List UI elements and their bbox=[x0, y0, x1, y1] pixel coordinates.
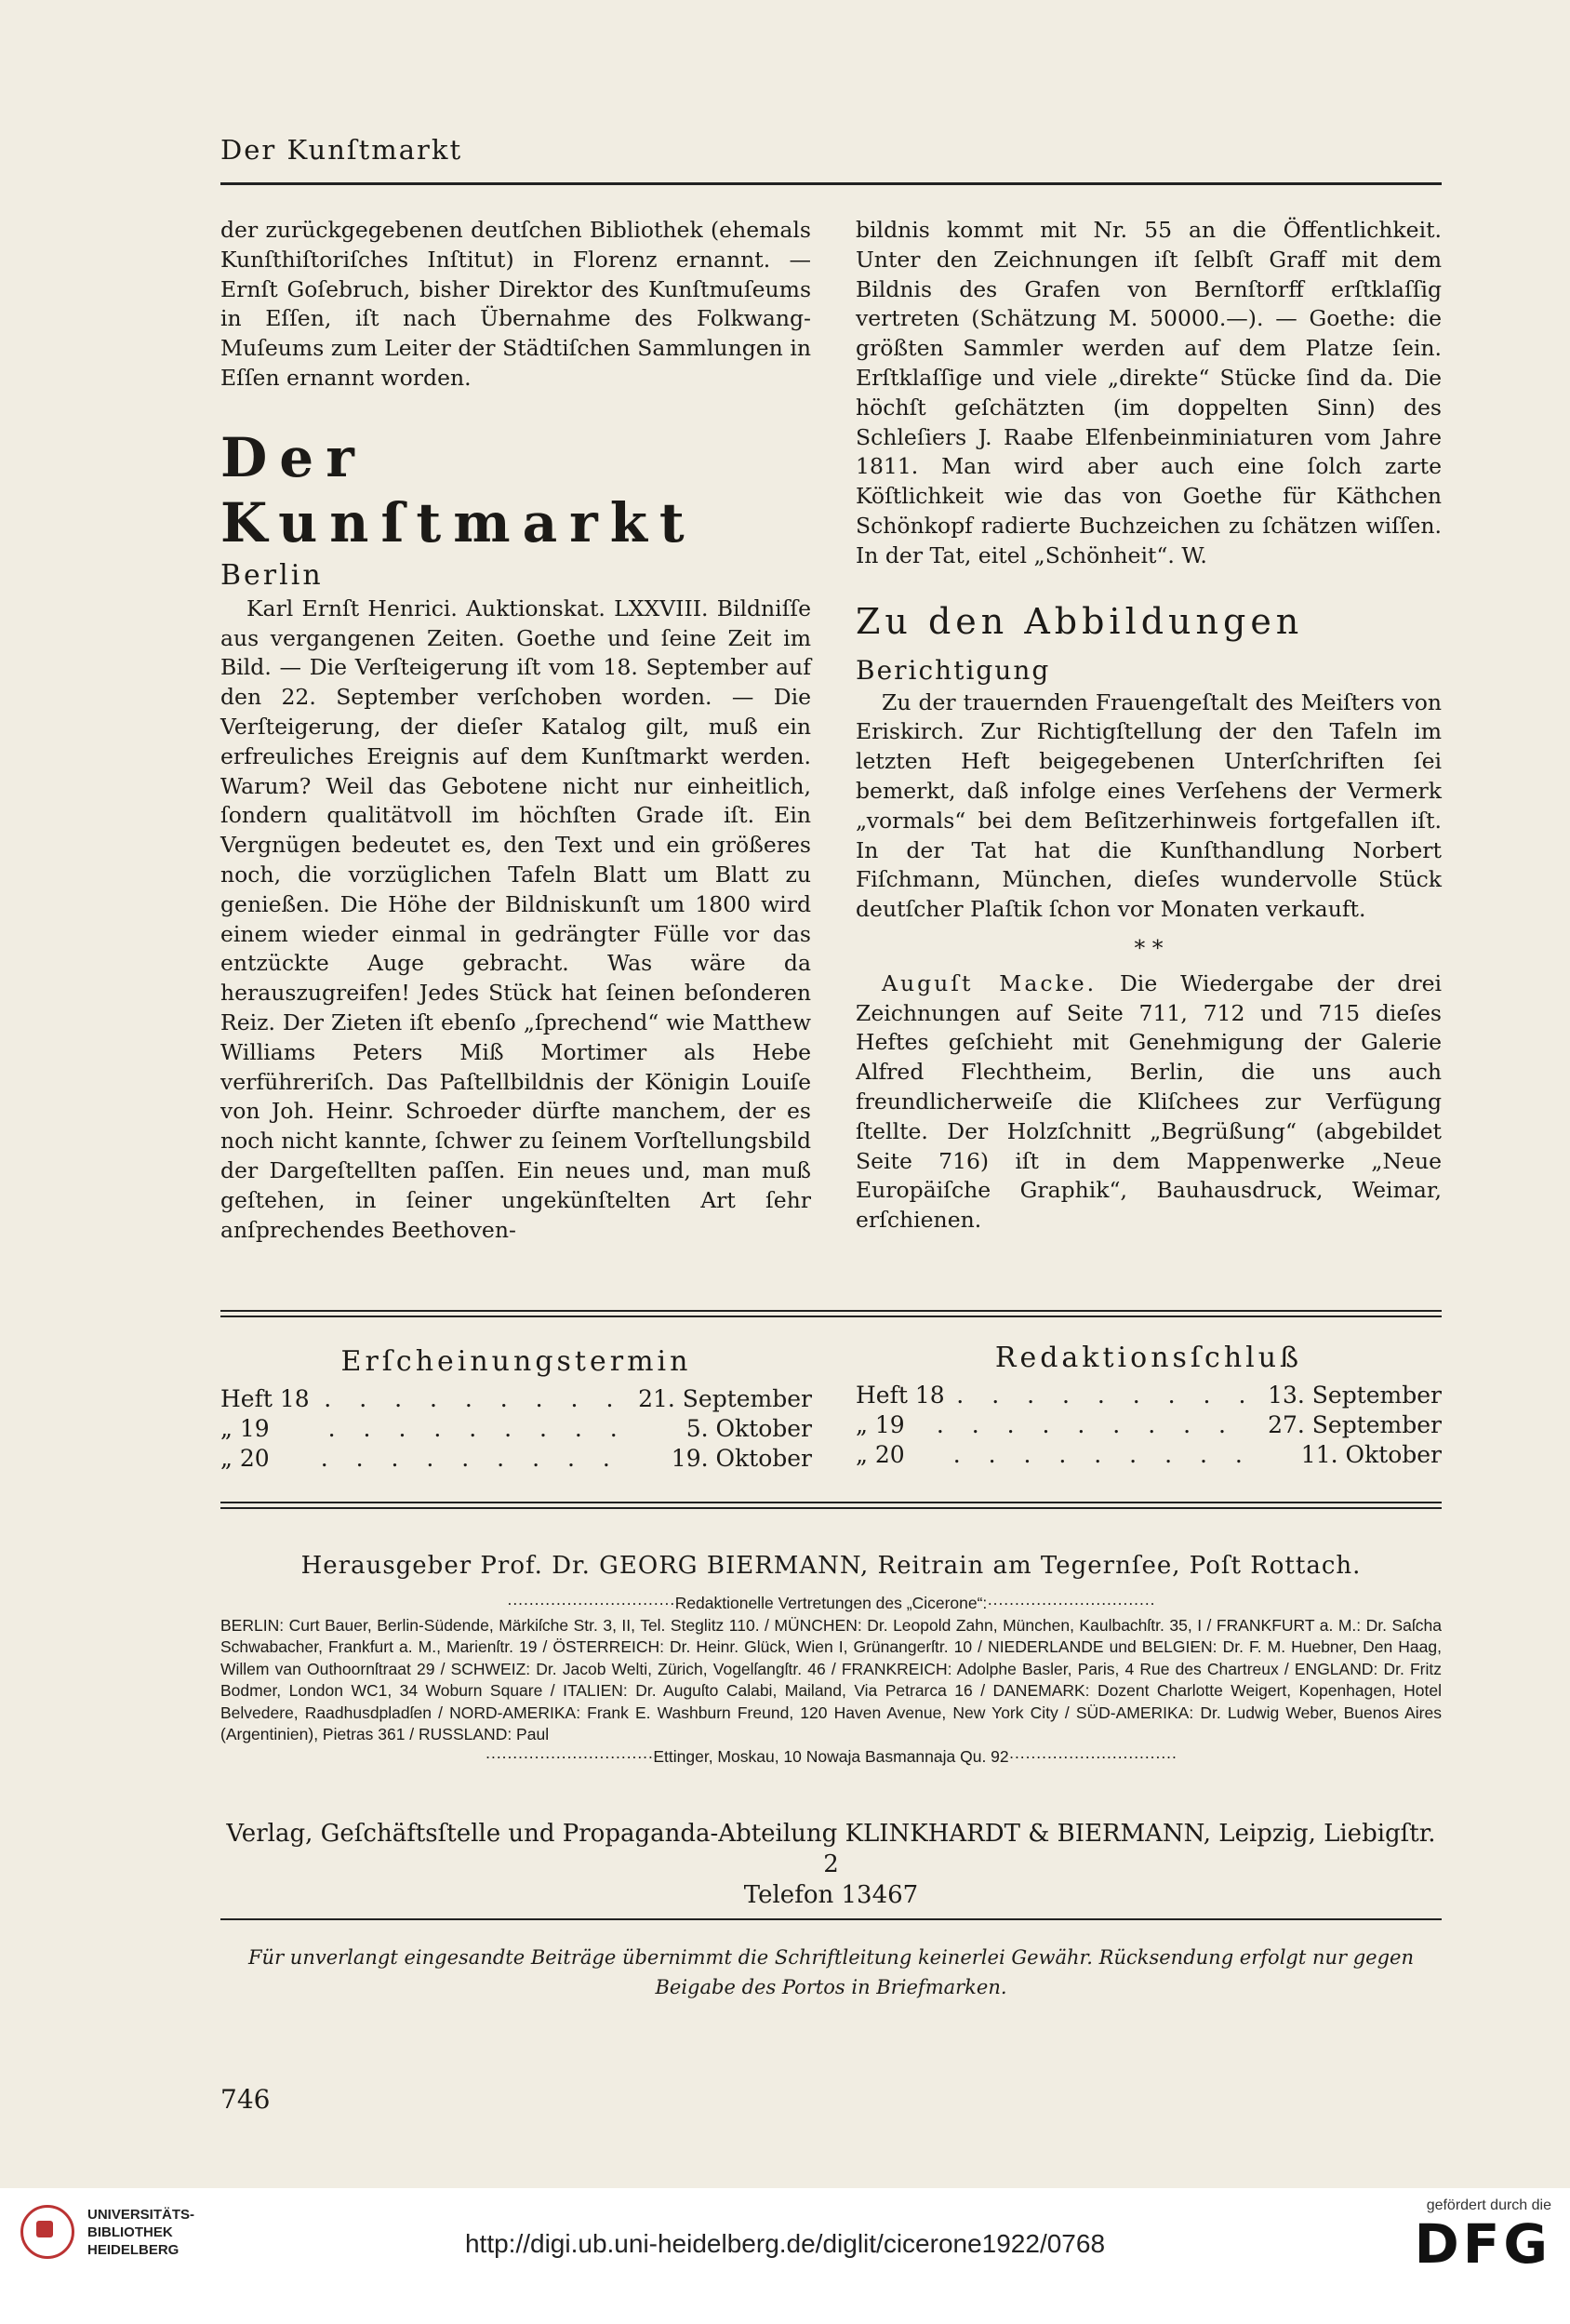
reps-last: Ettinger, Moskau, 10 Nowaja Basmannaja Qu. 92 bbox=[653, 1746, 1009, 1766]
macke-text: Die Wiedergabe der drei Zeichnungen auf Seite 711, 712 und 715 dieſes Heftes geſchieht mit Genehmigung der Galerie Alfred Flechtheim, Berlin, die uns auch freundlicherweiſe die Kliſchees zur Verfügung ſtellte. Der Holzſchnitt „Begrüßung“ (abgebildet Seite 716) iſt in dem Mappenwerke „Neue Europäiſche Graphik“, Bauhausdruck, Weimar, erſchienen. bbox=[856, 969, 1442, 1234]
reps-heading: Redaktionelle Vertretungen des „Cicerone“: bbox=[674, 1594, 988, 1612]
leader-dots: . . . . . . . . . bbox=[952, 1441, 1253, 1468]
editorial-representatives bbox=[220, 1593, 1442, 1768]
heft-label: „ 20 bbox=[220, 1445, 270, 1472]
heft-label: „ 19 bbox=[856, 1411, 905, 1438]
header-rule bbox=[220, 182, 1442, 185]
library-name: UNIVERSITÄTS- BIBLIOTHEK HEIDELBERG bbox=[87, 2206, 195, 2258]
schedule-date: 5. Oktober bbox=[685, 1415, 812, 1442]
verlag-block bbox=[220, 1819, 1442, 1911]
leader-dots: . . . . . . . . . bbox=[324, 1385, 624, 1412]
macke-paragraph bbox=[856, 969, 1442, 1235]
intro-paragraph: der zurückgegebenen deutſchen Bibliothek (ehemals Kunſthiſtoriſches Inſtitut) in Florenz ernannt. — Ernſt Goſebruch, bisher Direktor des Kunſtmuſeums in Eſſen, iſt nach Übernahme des Folkwang-Muſeums zum Leiter der Städtiſchen Sammlungen in Eſſen ernannt worden. bbox=[220, 217, 811, 391]
rule-above-disclaimer bbox=[220, 1918, 1442, 1920]
schedule-date: 13. September bbox=[1268, 1382, 1442, 1409]
henrici-article: Karl Ernſt Henrici. Auktionskat. LXXVIII. Bildniſſe aus vergangenen Zeiten. Goethe und ſeine Zeit im Bild. — Die Verſteigerung iſt vom 18. September auf den 22. September verſchoben worden. — Die Verſteigerung, der dieſer Katalog gilt, muß ein erfreuliches Ereignis auf dem Kunſtmarkt werden. Warum? Weil das Gebotene nicht nur einheitlich, ſondern qualitätvoll im höchſten Grade iſt. Ein Vergnügen bedeutet es, den Text und ein größeres noch, die vorzüglichen Tafeln Blatt um Blatt zu genießen. Die Höhe der Bildniskunſt um 1800 wird einem wieder einmal in gedrängter Fülle vor das entzückte Auge gebracht. Was wäre da herauszugreifen! Jedes Stück hat ſeinen beſonderen Reiz. Der Zieten iſt ebenſo „ſprechend“ wie Matthew Williams Peters Miß Mortimer als Hebe verführeriſch. Das Paſtellbildnis der Königin Louiſe von Joh. Heinr. Schroeder dürfte manchem, der es noch nicht kannte, ſchwer zu ſeinem Vorſtellungsbild der Dargeſtellten paſſen. Ein neues und, man muß geſtehen, in ſeiner ungekünſtelten Art ſehr anſprechendes Beethoven- bbox=[220, 594, 811, 1243]
leader-dots: . . . . . . . . . bbox=[956, 1382, 1257, 1409]
publication-schedule bbox=[220, 1347, 812, 1474]
publisher-line: Herausgeber Prof. Dr. GEORG BIERMANN, Reitrain am Tegernſee, Poſt Rottach. bbox=[300, 1552, 1362, 1580]
telefon-line: Telefon 13467 bbox=[743, 1881, 919, 1909]
schedule-row bbox=[220, 1414, 812, 1444]
disclaimer bbox=[220, 1943, 1442, 2002]
running-header: Der Kunſtmarkt bbox=[220, 134, 463, 166]
section-title-kunstmarkt: Der Kunſtmarkt bbox=[220, 425, 697, 554]
right-column bbox=[856, 216, 1442, 1235]
schedule-date: 11. Oktober bbox=[1300, 1441, 1442, 1468]
schedule-row bbox=[856, 1381, 1442, 1410]
schedule-row bbox=[856, 1410, 1442, 1440]
schedule-date: 27. September bbox=[1268, 1411, 1442, 1438]
section-title-abbildungen: Zu den Abbildungen bbox=[856, 600, 1304, 642]
heft-label: „ 19 bbox=[220, 1415, 270, 1442]
schedule-date: 21. September bbox=[638, 1385, 812, 1412]
verlag-line: Verlag, Geſchäftsſtelle und Propaganda-Abteilung KLINKHARDT & BIERMANN, Leipzig, Liebigſtr. 2 bbox=[226, 1820, 1436, 1878]
deadline-schedule bbox=[856, 1343, 1442, 1470]
city-heading: Berlin bbox=[220, 558, 324, 592]
funding-label: gefördert durch die bbox=[1426, 2197, 1551, 2213]
berichtigung-heading: Berichtigung bbox=[856, 654, 1051, 686]
leader-dots: . . . . . . . . . bbox=[320, 1445, 620, 1472]
publication-schedule-title: Erſcheinungstermin bbox=[340, 1345, 692, 1378]
permalink-url[interactable]: http://digi.ub.uni-heidelberg.de/diglit/cicerone1922/0768 bbox=[464, 2229, 1106, 2258]
rule-below-schedule bbox=[220, 1502, 1442, 1503]
disclaimer-line-1: Für unverlangt eingesandte Beiträge übernimmt die Schriftleitung keinerlei Gewähr. Rücksendung erfolgt nur gegen bbox=[247, 1946, 1414, 1969]
rule-above-schedule bbox=[220, 1310, 1442, 1312]
schedule-row bbox=[220, 1444, 812, 1474]
dfg-logo: DFG bbox=[1414, 2212, 1551, 2276]
macke-name: Auguſt Macke. bbox=[882, 969, 1098, 996]
leader-dots: . . . . . . . . . bbox=[936, 1411, 1236, 1438]
disclaimer-line-2: Beigabe des Portos in Briefmarken. bbox=[655, 1976, 1007, 1998]
schedule-row bbox=[856, 1440, 1442, 1470]
correction-paragraph: Zu der trauernden Frauengeſtalt des Meiſters von Eriskirch. Zur Richtigſtellung der den Tafeln im letzten Heft beigegebenen Unterſchriften ſei bemerkt, daß infolge eines Verſehens der Vermerk „vormals“ bei dem Beſitzerhinweis fortgefallen iſt. In der Tat hat die Kunſthandlung Norbert Fiſchmann, München, dieſes wundervolle Stück deutſcher Plaſtik ſchon vor Monaten verkauft. bbox=[856, 688, 1442, 923]
heft-label: Heft 18 bbox=[856, 1382, 945, 1409]
schedule-row bbox=[220, 1384, 812, 1414]
heft-label: Heft 18 bbox=[220, 1385, 310, 1412]
page-number: 746 bbox=[220, 2084, 271, 2115]
digitization-footer bbox=[0, 2188, 1570, 2324]
continuation-paragraph: bildnis kommt mit Nr. 55 an die Öffentlichkeit. Unter den Zeichnungen iſt ſelbſt Graff mit dem Bildnis des Grafen von Bernſtorff erſtklaſſig vertreten (Schätzung M. 50000.—). — Goethe: die größten Sammler werden auf dem Platze ſein. Erſtklaſſige und viele „direkte“ Stücke ſind da. Die höchſt geſchätzten (im doppelten Sinn) des Schleſiers J. Raabe Elfenbeinminiaturen vom Jahre 1811. Man wird aber auch eine ſolch zarte Köſtlichkeit wie das von Goethe für Käthchen Schönkopf radierte Buchzeichen zu ſchätzen wiſſen. In der Tat, eitel „Schönheit“. W. bbox=[856, 217, 1442, 568]
reps-heading-line: ·······························Redaktionelle Vertretungen des „Cicerone“:······························· bbox=[507, 1594, 1155, 1612]
section-separator: * * bbox=[1134, 934, 1164, 961]
reps-list: BERLIN: Curt Bauer, Berlin-Südende, Märkiſche Str. 3, II, Tel. Steglitz 110. / MÜNCHEN: Dr. Leopold Zahn, München, Kaulbachſtr. 35, I / FRANKFURT a. M.: Dr. Saſcha Schwabacher, Frankfurt a. M., Marienſtr. 19 / ÖSTERREICH: Dr. Heinr. Glück, Wien I, Grünangerſtr. 10 / NIEDERLANDE und BELGIEN: Dr. F. M. Huebner, Den Haag, Willem van Outhoornſtraat 29 / SCHWEIZ: Dr. Jacob Welti, Zürich, Vogelſangſtr. 46 / FRANKREICH: Adolphe Basler, Paris, 4 Rue des Chartreux / ENGLAND: Dr. Fritz Bodmer, London WC1, 34 Woburn Square / ITALIEN: Dr. Auguſto Calabi, Mailand, Via Petrarca 16 / DANEMARK: Dozent Charlotte Weigert, Kopenhagen, Hotel Belvedere, Raadhusdpladſen / NORD-AMERIKA: Frank E. Washburn Freund, 120 Haven Avenue, New York City / SÜD-AMERIKA: Dr. Ludwig Weber, Buenos Aires (Argentinien), Pietras 361 / RUSSLAND: Paul bbox=[220, 1615, 1442, 1743]
heft-label: „ 20 bbox=[856, 1441, 905, 1468]
deadline-schedule-title: Redaktionsſchluß bbox=[994, 1342, 1303, 1374]
rule-above-schedule-2 bbox=[220, 1316, 1442, 1317]
rule-below-schedule-2 bbox=[220, 1507, 1442, 1509]
leader-dots: . . . . . . . . . bbox=[327, 1415, 628, 1442]
schedule-date: 19. Oktober bbox=[671, 1445, 812, 1472]
left-column bbox=[220, 216, 811, 1245]
reps-last-line: ·······························Ettinger, Moskau, 10 Nowaja Basmannaja Qu. 92······························· bbox=[485, 1746, 1178, 1766]
funder-block bbox=[1415, 2197, 1551, 2274]
